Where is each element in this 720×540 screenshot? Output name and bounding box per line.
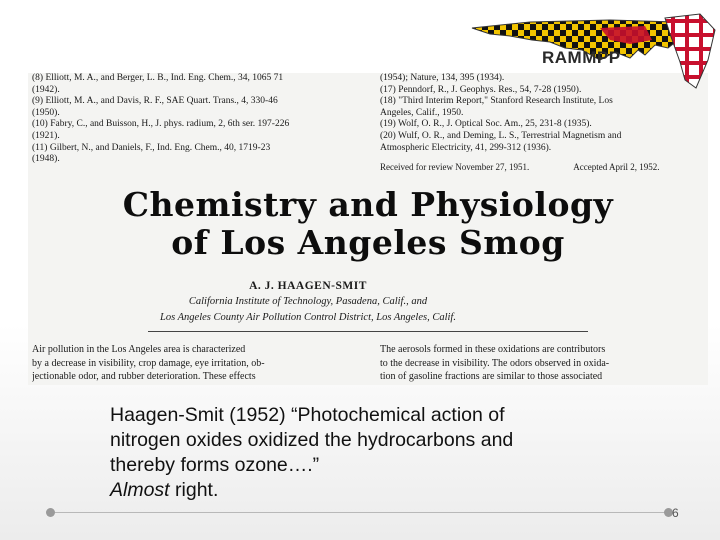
logo-text: RAMMPP [542, 48, 621, 67]
reference-line: (18) "Third Interim Report," Stanford Research Institute, Los [380, 96, 613, 107]
reference-line: (1942). [32, 84, 60, 95]
paper-title-line-2: of Los Angeles Smog [171, 223, 565, 262]
page-number: 6 [672, 506, 679, 520]
reference-line: (1921). [32, 130, 60, 141]
paper-affiliation-1: California Institute of Technology, Pasadena, Calif., and [188, 296, 428, 307]
reference-line: (20) Wulf, O. R., and Deming, L. S., Terrestrial Magnetism and [380, 130, 622, 141]
accepted-date: Accepted April 2, 1952. [573, 162, 660, 173]
reference-line: Angeles, Calif., 1950. [380, 107, 464, 118]
paper-title [28, 186, 708, 262]
body-text-right [380, 343, 708, 384]
received-date: Received for review November 27, 1951. [380, 162, 530, 173]
reference-line: (19) Wolf, O. R., J. Optical Soc. Am., 25, 231-8 (1935). [380, 119, 592, 130]
body-line: jectionable odor, and rubber deterioration. These effects [32, 371, 256, 383]
reference-line: (11) Gilbert, N., and Daniels, F., Ind. Eng. Chem., 40, 1719-23 [32, 142, 271, 153]
references-left-column [32, 73, 372, 166]
slide-caption [110, 403, 670, 503]
reference-line: (1948). [32, 154, 60, 165]
body-text-left [32, 343, 362, 384]
reference-line: (1950). [32, 107, 60, 118]
reference-line: (10) Fabry, C., and Buisson, H., J. phys. radium, 2, 6th ser. 197-226 [32, 119, 290, 130]
body-line: tion of gasoline fractions are similar to those associated [380, 371, 603, 383]
reference-line: Atmospheric Electricity, 41, 299-312 (1936). [380, 142, 552, 153]
reference-line: (8) Elliott, M. A., and Berger, L. B., Ind. Eng. Chem., 34, 1065 71 [32, 73, 284, 83]
caption-emphasis: Almost [110, 479, 170, 501]
caption-line: Haagen-Smit (1952) “Photochemical action of [110, 404, 505, 426]
paper-title-line-1: Chemistry and Physiology [122, 185, 614, 224]
reference-line: (9) Elliott, M. A., and Davis, R. F., SAE Quart. Trans., 4, 330-46 [32, 96, 278, 107]
caption-line [110, 478, 670, 503]
reference-line: (1954); Nature, 134, 395 (1934). [380, 73, 505, 83]
body-line: by a decrease in visibility, crop damage, eye irritation, ob- [32, 357, 265, 369]
caption-line: thereby forms ozone….” [110, 454, 320, 476]
divider [148, 331, 588, 332]
footer-line [55, 512, 665, 513]
reference-line: (17) Penndorf, R., J. Geophys. Res., 54, 7-28 (1950). [380, 84, 582, 95]
paper-affiliation-2: Los Angeles County Air Pollution Control District, Los Angeles, Calif. [160, 312, 456, 323]
scanned-paper-excerpt [28, 73, 708, 385]
caption-line: nitrogen oxides oxidized the hydrocarbons and [110, 429, 514, 451]
body-line: Air pollution in the Los Angeles area is characterized [32, 344, 246, 355]
caption-line-rest: right. [169, 479, 219, 501]
paper-author: A. J. HAAGEN-SMIT [249, 280, 367, 292]
received-line [380, 162, 708, 174]
body-line: The aerosols formed in these oxidations are contributors [380, 344, 606, 355]
body-line: to the decrease in visibility. The odors observed in oxida- [380, 357, 610, 369]
footer-dot-left [46, 508, 55, 517]
